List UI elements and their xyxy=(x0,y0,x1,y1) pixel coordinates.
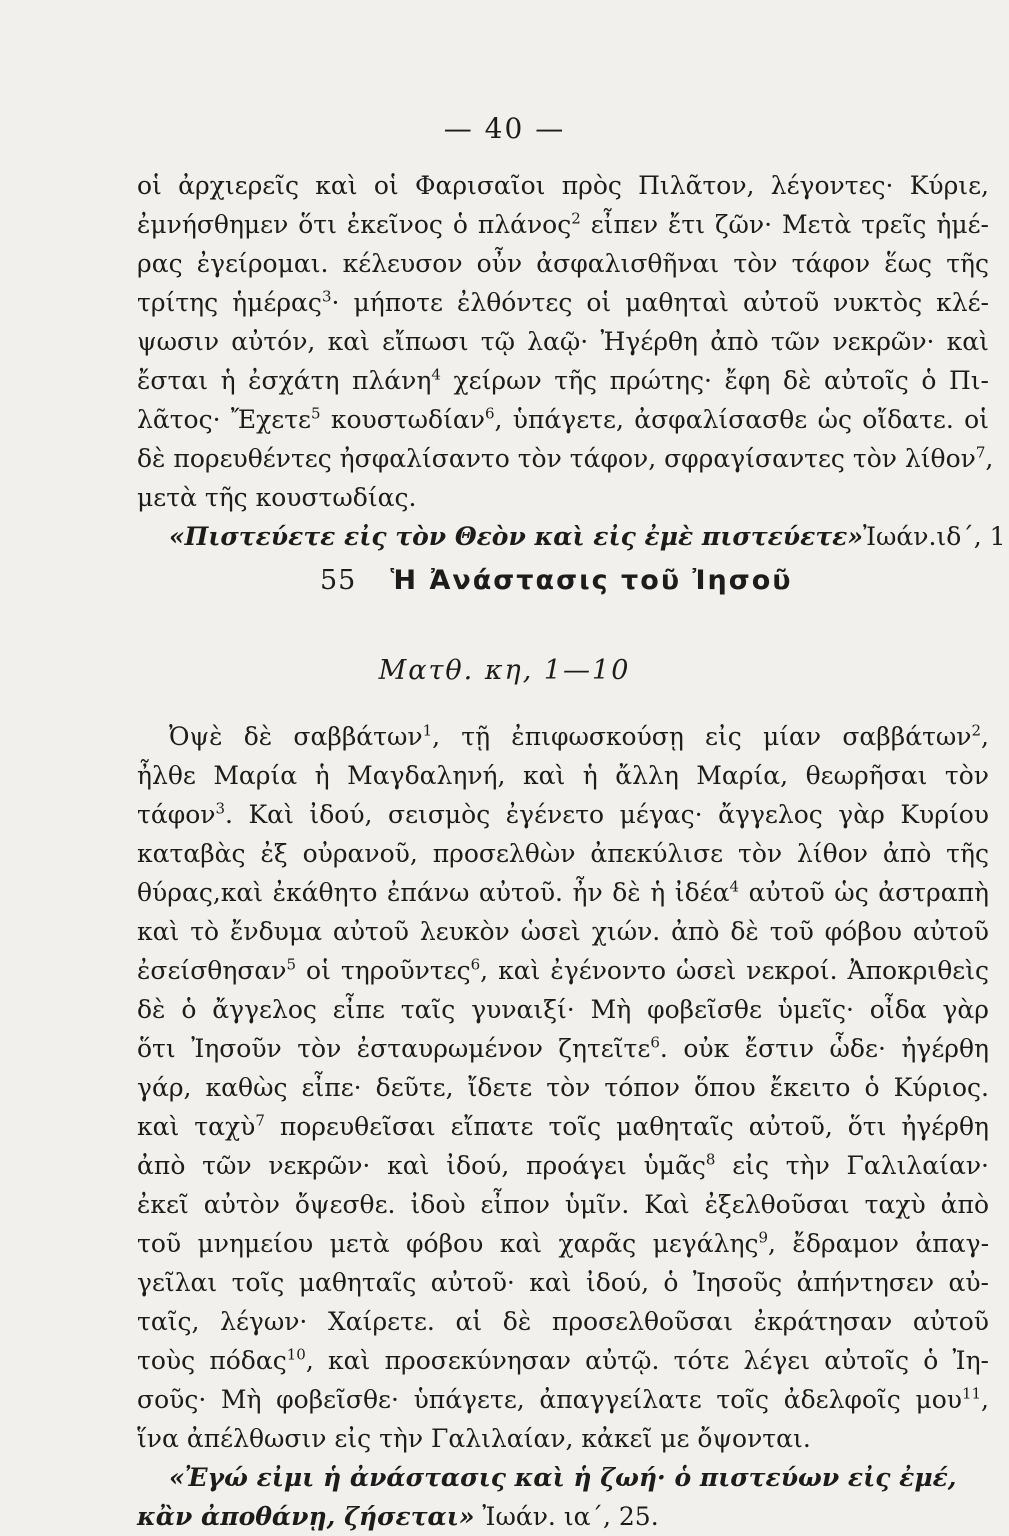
text-line: θύρας,καὶ ἐκάθητο ἐπάνω αὐτοῦ. ἦν δὲ ἡ ἰδέα$^4$ αὐτοῦ ὡς ἀστραπὴ xyxy=(137,877,990,907)
text-line: σοῦς· Μὴ φοβεῖσθε· ὑπάγετε, ἀπαγγείλατε τοῖς ἀδελφοῖς μου$^{11}$, xyxy=(137,1384,989,1414)
section-reference: Ματθ. κη, 1—10 xyxy=(378,655,631,686)
text-line: ἐμνήσθημεν ὅτι ἐκεῖνος ὁ πλάνος$^2$ εἶπεν ἔτι ζῶν· Μετὰ τρεῖς ἡμέ- xyxy=(137,209,989,239)
section-number: 55 xyxy=(320,565,357,596)
body-text-block xyxy=(137,717,989,1536)
text-line: Ὀψὲ δὲ σαββάτων$^1$, τῇ ἐπιφωσκούσῃ εἰς μίαν σαββάτων$^2$, xyxy=(169,721,989,751)
text-line: γεῖλαι τοῖς μαθηταῖς αὐτοῦ· καὶ ἰδού, ὁ Ἰησοῦς ἀπήντησεν αὐ- xyxy=(137,1268,989,1297)
text-line: ἵνα ἀπέλθωσιν εἰς τὴν Γαλιλαίαν, κἀκεῖ με ὄψονται. xyxy=(137,1424,811,1453)
text-line: ταῖς, λέγων· Χαίρετε. αἱ δὲ προσελθοῦσαι ἐκράτησαν αὐτοῦ xyxy=(137,1307,989,1336)
text-line: καὶ ταχὺ$^7$ πορευθεῖσαι εἴπατε τοῖς μαθηταῖς αὐτοῦ, ὅτι ἠγέρθη xyxy=(137,1111,989,1141)
text-line: τρίτης ἡμέρας$^3$· μήποτε ἐλθόντες οἱ μαθηταὶ αὐτοῦ νυκτὸς κλέ- xyxy=(137,287,989,317)
text-line: ἐκεῖ αὐτὸν ὄψεσθε. ἰδοὺ εἶπον ὑμῖν. Καὶ ἐξελθοῦσαι ταχὺ ἀπὸ xyxy=(137,1190,989,1219)
text-line: γάρ, καθὼς εἶπε· δεῦτε, ἴδετε τὸν τόπον ὅπου ἔκειτο ὁ Κύριος. xyxy=(137,1073,989,1102)
text-line: δὲ ὁ ἄγγελος εἶπε ταῖς γυναιξί· Μὴ φοβεῖσθε ὑμεῖς· οἶδα γὰρ xyxy=(137,995,989,1024)
section-title: Ἡ Ἀνάστασις τοῦ Ἰησοῦ xyxy=(390,565,793,596)
scripture-quote: «Ἐγώ εἰμι ἡ ἀνάστασις καὶ ἡ ζωή· ὁ πιστεύων εἰς ἐμέ, xyxy=(169,1463,957,1492)
text-line: οἱ ἀρχιερεῖς καὶ οἱ Φαρισαῖοι πρὸς Πιλᾶτον, λέγοντες· Κύριε, xyxy=(137,171,989,200)
text-line: ὅτι Ἰησοῦν τὸν ἐσταυρωμένον ζητεῖτε$^6$. οὐκ ἔστιν ὧδε· ἠγέρθη xyxy=(137,1033,989,1063)
text-line: δὲ πορευθέντες ἠσφαλίσαντο τὸν τάφον, σφραγίσαντες τὸν λίθον$^7$, xyxy=(137,443,994,473)
section-heading xyxy=(320,565,793,596)
scripture-quote: «Πιστεύετε εἰς τὸν Θεὸν καὶ εἰς ἐμὲ πιστεύετε»Ἰωάν.ιδ΄, 1 xyxy=(169,522,1006,551)
text-line: ἔσται ἡ ἐσχάτη πλάνη$^4$ χείρων τῆς πρώτης· ἔφη δὲ αὐτοῖς ὁ Πι- xyxy=(137,365,990,395)
text-line: τάφον$^3$. Καὶ ἰδού, σεισμὸς ἐγένετο μέγας· ἄγγελος γὰρ Κυρίου xyxy=(137,799,989,829)
text-line: ἐσείσθησαν$^5$ οἱ τηροῦντες$^6$, καὶ ἐγένοντο ὡσεὶ νεκροί. Ἀποκριθεὶς xyxy=(137,955,990,985)
text-line: τοῦ μνημείου μετὰ φόβου καὶ χαρᾶς μεγάλης$^9$, ἔδραμον ἀπαγ- xyxy=(137,1228,990,1258)
scripture-quote: κἂν ἀποθάνῃ, ζήσεται» Ἰωάν. ια΄, 25. xyxy=(137,1502,659,1531)
top-text-block xyxy=(137,166,1006,556)
text-line: ἀπὸ τῶν νεκρῶν· καὶ ἰδού, προάγει ὑμᾶς$^8$ εἰς τὴν Γαλιλαίαν· xyxy=(137,1150,989,1180)
text-line: λᾶτος· Ἔχετε$^5$ κουστωδίαν$^6$, ὑπάγετε, ἀσφαλίσασθε ὡς οἴδατε. οἱ xyxy=(137,404,989,434)
text-line: ἦλθε Μαρία ἡ Μαγδαληνή, καὶ ἡ ἄλλη Μαρία, θεωρῆσαι τὸν xyxy=(137,761,989,790)
text-line: ψωσιν αὐτόν, καὶ εἴπωσι τῷ λαῷ· Ἠγέρθη ἀπὸ τῶν νεκρῶν· καὶ xyxy=(137,327,989,356)
text-line: καταβὰς ἐξ οὐρανοῦ, προσελθὼν ἀπεκύλισε τὸν λίθον ἀπὸ τῆς xyxy=(137,839,989,868)
text-line: τοὺς πόδας$^{10}$, καὶ προσεκύνησαν αὐτῷ. τότε λέγει αὐτοῖς ὁ Ἰη- xyxy=(137,1345,990,1375)
text-line: μετὰ τῆς κουστωδίας. xyxy=(137,483,417,512)
text-line: καὶ τὸ ἔνδυμα αὐτοῦ λευκὸν ὡσεὶ χιών. ἀπὸ δὲ τοῦ φόβου αὐτοῦ xyxy=(137,917,989,946)
page-number: — 40 — xyxy=(443,112,566,145)
text-line: ρας ἐγείρομαι. κέλευσον οὖν ἀσφαλισθῆναι τὸν τάφον ἕως τῆς xyxy=(137,249,989,278)
